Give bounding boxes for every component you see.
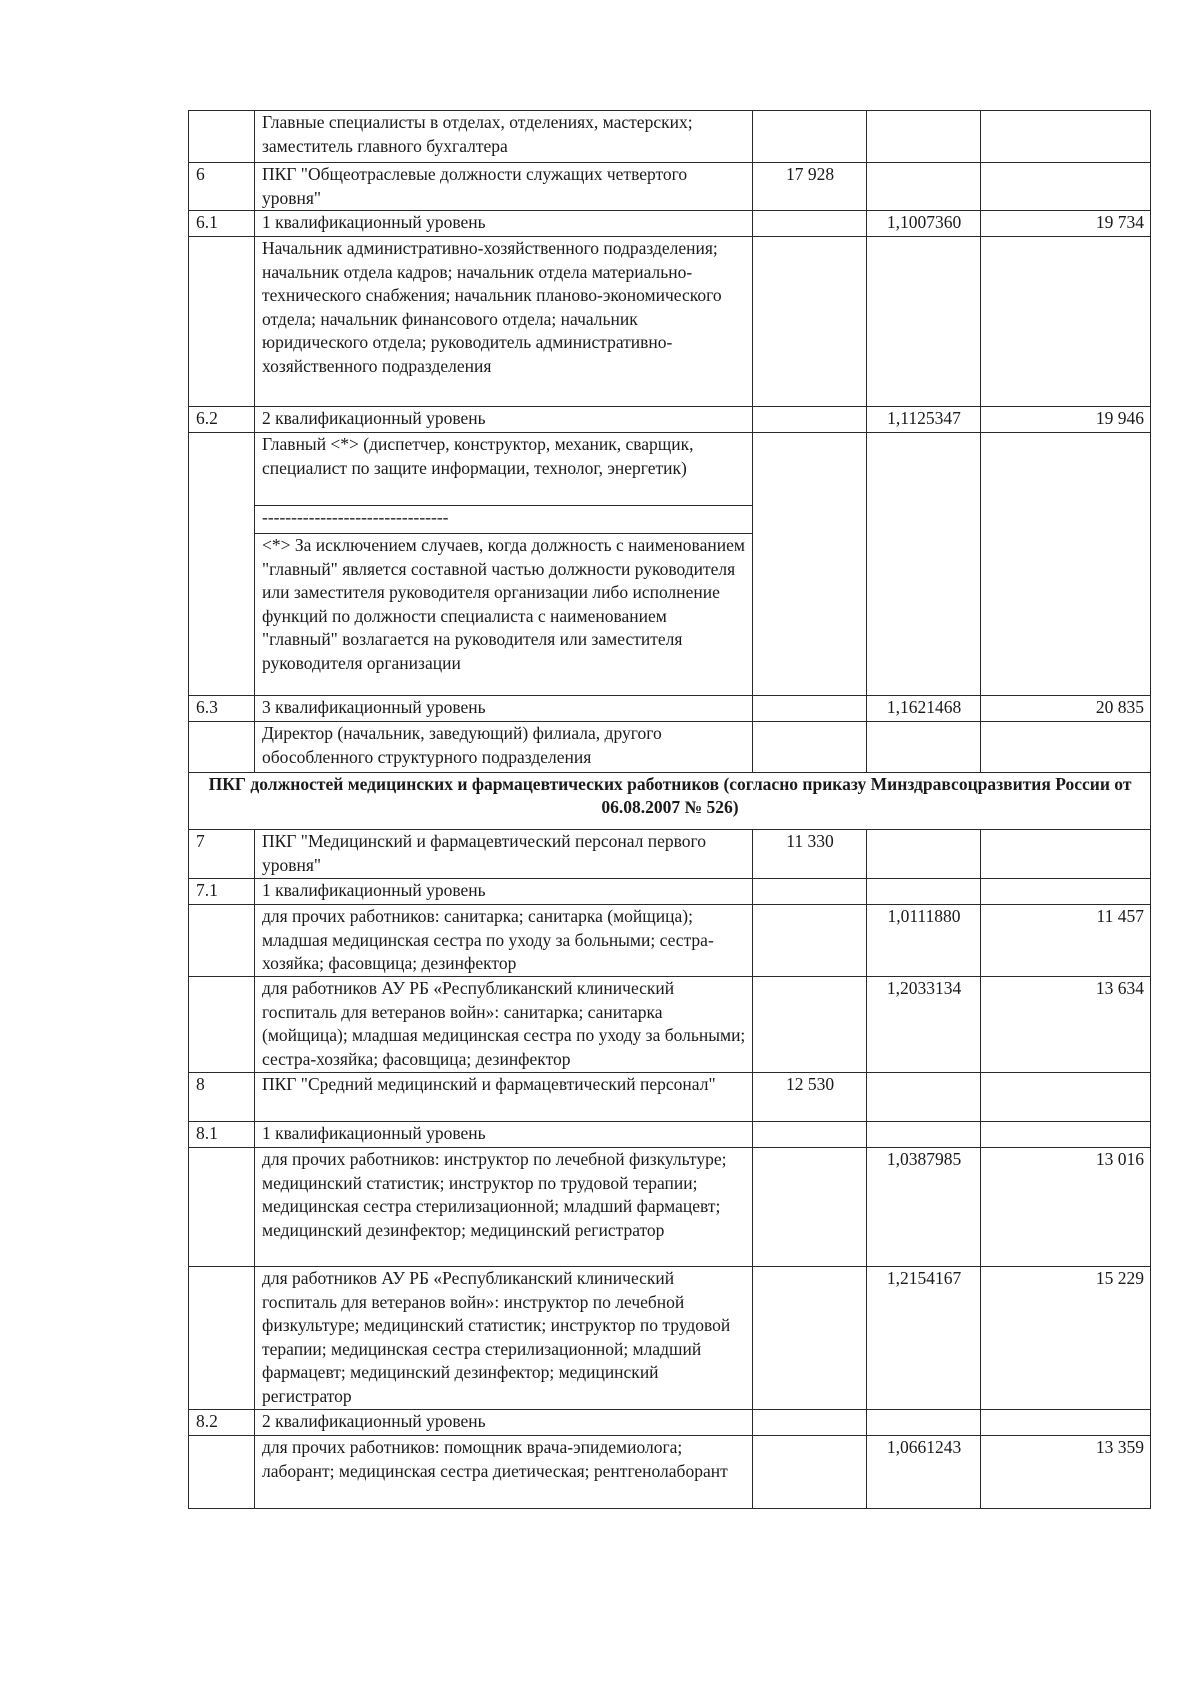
- row-number: [189, 977, 255, 1073]
- coefficient: 1,0661243: [867, 1436, 981, 1509]
- row-number: 6.3: [189, 696, 255, 722]
- position-text: ПКГ "Общеотраслевые должности служащих четвертого уровня": [255, 163, 753, 211]
- table-row: [189, 237, 1151, 407]
- row-number: 8.1: [189, 1122, 255, 1148]
- salary: 20 835: [981, 696, 1151, 722]
- row-number: 6: [189, 163, 255, 211]
- coefficient: 1,0111880: [867, 905, 981, 977]
- coefficient: [867, 1410, 981, 1436]
- table-row: [189, 905, 1151, 977]
- coefficient: 1,1125347: [867, 407, 981, 433]
- salary: [981, 163, 1151, 211]
- base-salary: [753, 1148, 867, 1267]
- base-salary: [753, 1436, 867, 1509]
- salary: [981, 433, 1151, 696]
- base-salary: [753, 111, 867, 163]
- coefficient: [867, 1073, 981, 1122]
- salary: [981, 1410, 1151, 1436]
- table-row: [189, 1122, 1151, 1148]
- coefficient: [867, 879, 981, 905]
- section-header-row: [189, 773, 1151, 830]
- table-row: [189, 879, 1151, 905]
- coefficient: 1,1621468: [867, 696, 981, 722]
- row-number: [189, 111, 255, 163]
- salary: [981, 879, 1151, 905]
- table-row: [189, 111, 1151, 163]
- position-text: ПКГ "Средний медицинский и фармацевтический персонал": [255, 1073, 753, 1122]
- row-number: [189, 237, 255, 407]
- position-text: Директор (начальник, заведующий) филиала, другого обособленного структурного подразделения: [255, 722, 753, 773]
- base-salary: 11 330: [753, 830, 867, 879]
- base-salary: [753, 905, 867, 977]
- salary-table: [188, 110, 1151, 1509]
- row-number: [189, 1267, 255, 1410]
- row-number: 8: [189, 1073, 255, 1122]
- salary: 19 734: [981, 211, 1151, 237]
- coefficient: 1,1007360: [867, 211, 981, 237]
- salary: [981, 830, 1151, 879]
- table-row: [189, 1148, 1151, 1267]
- position-text: Главный <*> (диспетчер, конструктор, механик, сварщик, специалист по защите информации, технолог, энергетик): [255, 433, 753, 506]
- base-salary: [753, 407, 867, 433]
- position-text: Начальник административно-хозяйственного подразделения; начальник отдела кадров; начальник отдела материально-технического снабжения; начальник планово-экономического отдела; начальник финансового отдела; начальник юридического отдела; руководитель административно-хозяйственного подразделения: [255, 237, 753, 407]
- base-salary: [753, 433, 867, 696]
- position-text: для работников АУ РБ «Республиканский клинический госпиталь для ветеранов войн»: санитарка; санитарка (мойщица); младшая медицинская сестра по уходу за больными; сестра-хозяйка; фасовщица; дезинфектор: [255, 977, 753, 1073]
- salary: 13 359: [981, 1436, 1151, 1509]
- row-number: 7.1: [189, 879, 255, 905]
- row-number: 6.1: [189, 211, 255, 237]
- coefficient: 1,2033134: [867, 977, 981, 1073]
- row-number: 8.2: [189, 1410, 255, 1436]
- base-salary: [753, 696, 867, 722]
- table-row: [189, 407, 1151, 433]
- base-salary: [753, 211, 867, 237]
- row-number: [189, 722, 255, 773]
- coefficient: [867, 163, 981, 211]
- table-row: [189, 433, 1151, 506]
- row-number: [189, 905, 255, 977]
- coefficient: [867, 237, 981, 407]
- base-salary: [753, 237, 867, 407]
- salary: 15 229: [981, 1267, 1151, 1410]
- salary: 13 634: [981, 977, 1151, 1073]
- salary: [981, 1122, 1151, 1148]
- table-row: [189, 1073, 1151, 1122]
- coefficient: [867, 433, 981, 696]
- position-text: 1 квалификационный уровень: [255, 211, 753, 237]
- table-row: [189, 1267, 1151, 1410]
- table-row: [189, 1436, 1151, 1509]
- table-row: [189, 211, 1151, 237]
- salary: 19 946: [981, 407, 1151, 433]
- coefficient: [867, 1122, 981, 1148]
- table-row: [189, 977, 1151, 1073]
- salary: [981, 1073, 1151, 1122]
- base-salary: [753, 1267, 867, 1410]
- position-text: 1 квалификационный уровень: [255, 879, 753, 905]
- coefficient: [867, 830, 981, 879]
- base-salary: [753, 1410, 867, 1436]
- row-number: [189, 1148, 255, 1267]
- position-text: для прочих работников: помощник врача-эпидемиолога; лаборант; медицинская сестра диетическая; рентгенолаборант: [255, 1436, 753, 1509]
- position-text: для работников АУ РБ «Республиканский клинический госпиталь для ветеранов войн»: инструктор по лечебной физкультуре; медицинский статистик; инструктор по трудовой терапии; медицинская сестра стерилизационной; младший фармацевт; медицинский дезинфектор; медицинский регистратор: [255, 1267, 753, 1410]
- coefficient: [867, 722, 981, 773]
- position-text: для прочих работников: санитарка; санитарка (мойщица); младшая медицинская сестра по уходу за больными; сестра-хозяйка; фасовщица; дезинфектор: [255, 905, 753, 977]
- position-text: ПКГ "Медицинский и фармацевтический персонал первого уровня": [255, 830, 753, 879]
- position-text: для прочих работников: инструктор по лечебной физкультуре; медицинский статистик; инструктор по трудовой терапии; медицинская сестра стерилизационной; младший фармацевт; медицинский дезинфектор; медицинский регистратор: [255, 1148, 753, 1267]
- table-row: [189, 696, 1151, 722]
- salary: [981, 237, 1151, 407]
- table-row: [189, 830, 1151, 879]
- table-row: [189, 163, 1151, 211]
- table-row: [189, 1410, 1151, 1436]
- coefficient: [867, 111, 981, 163]
- salary: 11 457: [981, 905, 1151, 977]
- position-text: 2 квалификационный уровень: [255, 407, 753, 433]
- salary: [981, 722, 1151, 773]
- position-text: 1 квалификационный уровень: [255, 1122, 753, 1148]
- position-text: Главные специалисты в отделах, отделениях, мастерских; заместитель главного бухгалтера: [255, 111, 753, 163]
- base-salary: 12 530: [753, 1073, 867, 1122]
- position-text: 2 квалификационный уровень: [255, 1410, 753, 1436]
- row-number: 7: [189, 830, 255, 879]
- coefficient: 1,2154167: [867, 1267, 981, 1410]
- section-title: ПКГ должностей медицинских и фармацевтических работников (согласно приказу Минздравсоцразвития России от 06.08.2007 № 526): [189, 773, 1151, 830]
- footnote-separator: --------------------------------: [255, 506, 753, 534]
- salary: 13 016: [981, 1148, 1151, 1267]
- table-row: [189, 722, 1151, 773]
- row-number: 6.2: [189, 407, 255, 433]
- base-salary: [753, 1122, 867, 1148]
- row-number: [189, 433, 255, 696]
- base-salary: [753, 879, 867, 905]
- footnote-text: <*> За исключением случаев, когда должность с наименованием "главный" является составной частью должности руководителя или заместителя руководителя организации либо исполнение функций по должности специалиста с наименованием "главный" возлагается на руководителя или заместителя руководителя организации: [255, 534, 753, 696]
- coefficient: 1,0387985: [867, 1148, 981, 1267]
- salary: [981, 111, 1151, 163]
- base-salary: [753, 722, 867, 773]
- row-number: [189, 1436, 255, 1509]
- base-salary: [753, 977, 867, 1073]
- base-salary: 17 928: [753, 163, 867, 211]
- position-text: 3 квалификационный уровень: [255, 696, 753, 722]
